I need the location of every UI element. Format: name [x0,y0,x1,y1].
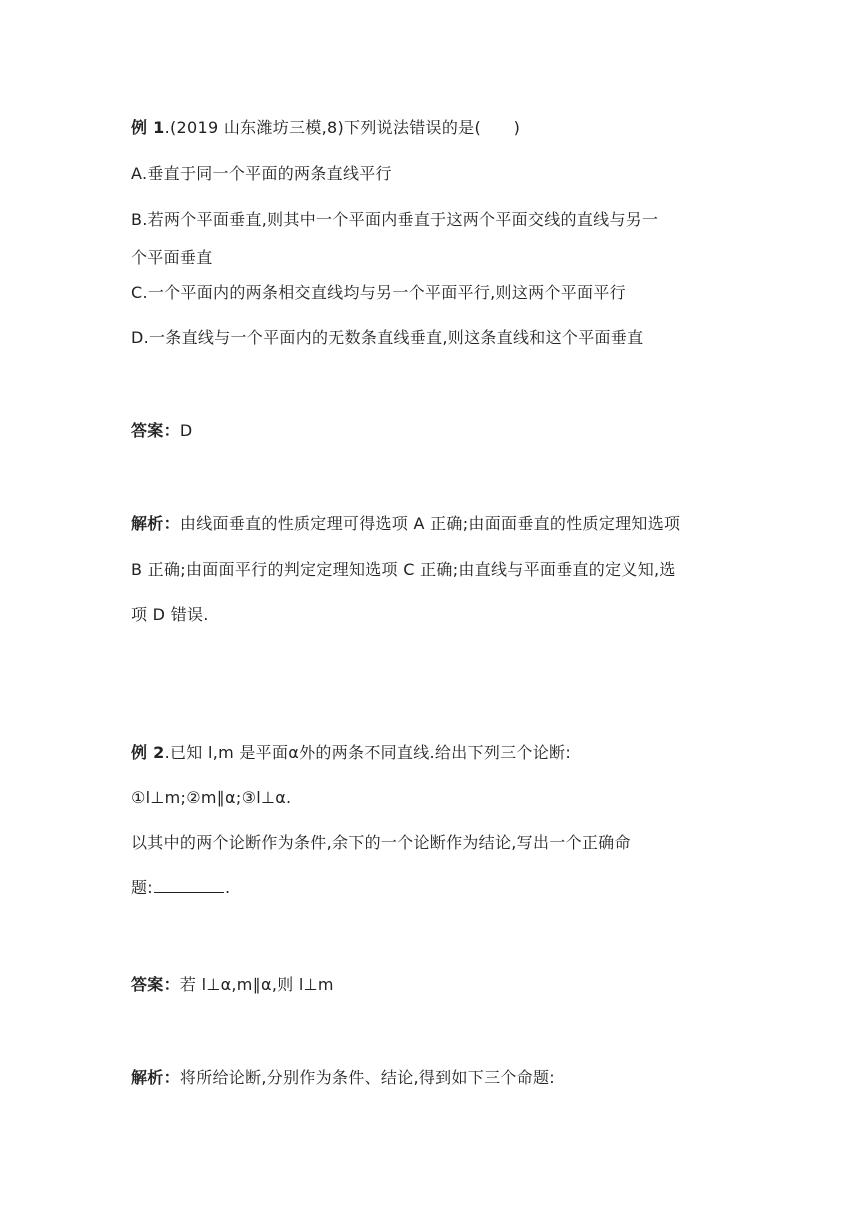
fill-in-blank [154,878,224,893]
answer-value: D [179,421,193,440]
example-2-task-line-1: 以其中的两个论断作为条件,余下的一个论断作为结论,写出一个正确命 [131,833,631,852]
option-c: C.一个平面内的两条相交直线均与另一个平面平行,则这两个平面平行 [131,283,626,302]
option-b-line-1: B.若两个平面垂直,则其中一个平面内垂直于这两个平面交线的直线与另一 [131,210,659,229]
option-a: A.垂直于同一个平面的两条直线平行 [131,164,392,183]
example-2-analysis-line-1 [131,1068,555,1088]
example-1-question-text: .(2019 山东潍坊三模,8)下列说法错误的是( ) [164,118,521,137]
example-2-answer [131,975,334,995]
analysis-text: 将所给论断,分别作为条件、结论,得到如下三个命题: [179,1068,555,1087]
option-b-line-2: 个平面垂直 [131,248,213,267]
answer-label: 答案： [131,421,180,440]
example-1-label: 例 1 [131,118,165,137]
task-text: 题: [131,878,153,897]
task-end: . [225,878,231,897]
example-1-analysis-line-2: B 正确;由面面平行的判定定理知选项 C 正确;由直线与平面垂直的定义知,选 [131,560,676,579]
analysis-text: 由线面垂直的性质定理可得选项 A 正确;由面面垂直的性质定理知选项 [179,514,681,533]
answer-label: 答案： [131,975,180,994]
example-2-label: 例 2 [131,743,165,762]
example-1-analysis-line-3: 项 D 错误. [131,605,209,624]
example-2-conditions: ①l⊥m;②m∥α;③l⊥α. [131,788,292,807]
example-2-task-line-2 [131,878,230,898]
option-d: D.一条直线与一个平面内的无数条直线垂直,则这条直线和这个平面垂直 [131,328,644,347]
analysis-label: 解析： [131,1068,180,1087]
example-1-analysis-line-1 [131,514,680,534]
example-2-question-text: .已知 l,m 是平面α外的两条不同直线.给出下列三个论断: [164,743,572,762]
answer-value: 若 l⊥α,m∥α,则 l⊥m [179,975,334,994]
example-1-question [131,118,520,138]
example-2-question [131,743,571,763]
analysis-label: 解析： [131,514,180,533]
example-1-answer [131,421,193,441]
